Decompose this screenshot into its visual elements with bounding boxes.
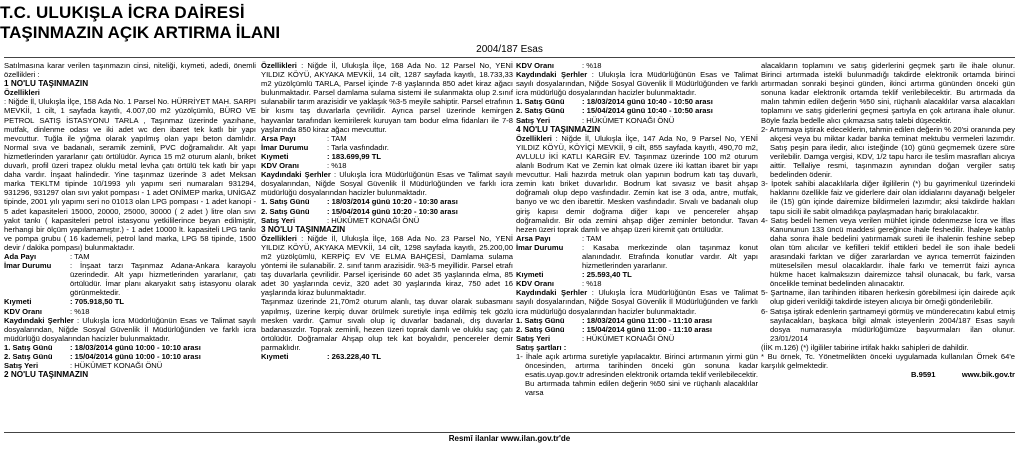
sale-term-6: 6- Satışa iştirak edenlerin şartnameyi görmüş ve münderecatını kabul etmiş sayılacakları, başkaca bilgi almak isteyenlerin 2004/187 Esas sayılı dosya numarasıyla müdürlüğümüze başvurmaları ilan olunur. 23/01/2014 bbox=[761, 306, 1015, 343]
column-4 bbox=[761, 61, 1015, 430]
ref-code: B.9591 bbox=[911, 370, 936, 380]
property-2-features: Özellikleri : Niğde İl, Ulukışla İlçe, 168 Ada No. 12 Parsel No, YENİ YILDIZ KÖYÜ, AKYAKA MEVKİİ, 14 cilt, 1287 sayfada kayıtlı, 18.733,33 m2 yüzölçümlü TARLA, Parsel içinde 7-8 yaşlarında 850 adet kiraz ağacı bulunmaktadır. Parsel damlama sulama sistemi ile sulanmakta olup 2.sınıf sulanabilir tarım arazisidir ve yaklaşık %3-5 meyile sahiptir. Parsel etrafının bir kısmı taş duvarlarla çevrilidir. Ayrıca parsel üzerinde kemirgen hayvanlar tarafından kemirilerek kuruyan tam bodur elma fidanları ile 7-8 yaşlarında 850 kiraz ağacı mevcuttur. bbox=[261, 61, 513, 134]
property-4-sale-1: 1. Satış Günü : 18/03/2014 günü 11:00 - 11:10 arası bbox=[516, 315, 713, 325]
legal-reference: (İİK m.126) (*) ilgililer tabirine irtifak hakkı sahipleri de dahildir. bbox=[761, 342, 969, 352]
property-4-features: Özellikleri : Niğde İl, Ulukışla İlçe, 147 Ada No, 9 Parsel No, YENİ YILDIZ KÖYÜ, KÖYİÇİ MEVKİİ, 9 cilt, 855 sayfada kayıtlı, 490,70 m2, AVLULU İKİ KATLI KARGİR EV. Taşınmaz üzerinde 100 m2 oturum alanlı Bodrum Kat ve Zemin kat olmak üzere iki kattan ibaret bir yapı mevcuttur. Hali hazırda metruk olan yapının bodrum katı taş duvarlı, zemin katı briket duvarlıdır. Bodrum kat sıvasız ve basit ahşap doğramalı olup depo vasfındadır. Zemin kat ise 3 oda, antre, mutfak, banyo ve wc den ibarettir. Mesken vasfındadır. Sıvalı ve badanalı olup giriş kapısı demir doğrama diğer kapı ve pencereler ahşap doğramalıdır. Bir oda zemini ahşap diğer zeminler betondur. Tavan hezen üzeri toprak damlı ve ahşap üzeri kiremit çatı örtülüdür. bbox=[516, 133, 758, 234]
property-3-sale-1: 1. Satış Günü : 18/03/2014 günü 10:40 - 10:50 arası bbox=[516, 97, 713, 107]
property-3-vat: KDV Oranı : %18 bbox=[516, 61, 602, 70]
sale-term-5: 5- Şartname, ilan tarihinden itibaren herkesin görebilmesi için dairede açık olup gideri verildiği takdirde isteyen alıcıya bir örneği gönderilebilir. bbox=[761, 288, 1015, 307]
property-1-vat: KDV Oranı : %18 bbox=[4, 306, 90, 316]
header-divider bbox=[4, 57, 1015, 58]
property-1-annotations: Kaydındaki Şerhler : Ulukışla İcra Müdürlüğünün Esas ve Talimat sayılı dosyalarından, Niğde Sosyal Güvenlik İl Müdürlüğünden ve farklı icra müdürlüğü dosyalarından hacizler bulunmaktadır. bbox=[4, 315, 256, 343]
text-columns bbox=[4, 61, 1015, 430]
property-4-vat: KDV Oranı : %18 bbox=[516, 279, 602, 289]
property-1-place: Satış Yeri : HÜKÜMET KONAĞI ÖNÜ bbox=[4, 361, 163, 371]
property-4-annotations: Kaydındaki Şerhler : Ulukışla İcra Müdürlüğünün Esas ve Talimat sayılı dosyalarından, Niğde Sosyal Güvenlik İl Müdürlüğünden ve farklı icra müdürlüğü dosyalarından hacizler bulunmaktadır. bbox=[516, 288, 758, 316]
sale-term-3: 3- İpotek sahibi alacaklılarla diğer ilgililerin (*) bu gayrimenkul üzerindeki haklarını özellikle faiz ve giderlere dair olan iddialarını dayanağı belgeler ile (15) gün içinde dairemize bildirmeleri lazımdır; aksi takdirde hakları tapu sicili ile sabit olmadıkça paylaşmadan hariç bırakılacaktır. bbox=[761, 179, 1015, 216]
footer-divider bbox=[4, 432, 1015, 433]
footer bbox=[0, 434, 1019, 443]
property-3-title: 3 NO'LU TAŞINMAZIN bbox=[261, 224, 346, 234]
property-3-annotations: Kaydındaki Şerhler : Ulukışla İcra Müdürlüğünün Esas ve Talimat sayılı dosyalarından, Niğde Sosyal Güvenlik İl Müdürlüğünden ve farklı icra müdürlüğü dosyalarından hacizler bulunmaktadır. bbox=[516, 70, 758, 98]
sale-terms-title: Satış şartları : bbox=[516, 342, 567, 352]
announcement-title: TAŞINMAZIN AÇIK ARTIRMA İLANI bbox=[0, 23, 281, 42]
sale-term-4: 4- Satış bedeli hemen veya verilen mühlet içinde ödenmezse İcra ve İflas Kanununun 133 üncü maddesi gereğince ihale feshedilir. İhaleye katılıp daha sonra ihale bedelini yatırmamak sureti ile ihalenin feshine sebep olan tüm alıcılar ve kefilleri teklif ettikleri bedel ile son ihale bedeli arasındaki farktan ve diğer zararlardan ve ayrıca temerrüt faizinden müteselsilen mesul olacaklardır. İhale farkı ve temerrüt faizi ayrıca hükme hacet kalmaksızın dairemizce tahsil olunacak, bu fark, varsa öncelikle teminat bedelinden alınacaktır. bbox=[761, 215, 1015, 289]
property-3-value: Kıymeti : 263.228,40 TL bbox=[261, 352, 382, 361]
property-4-value: Kıymeti : 25.593,40 TL bbox=[516, 270, 632, 280]
property-1-features: Özellikleri : Niğde İl, Ulukışla İlçe, 158 Ada No. 1 Parsel No. HÜRRİYET MAH. SARPI MEVKİİ, 1 cilt, 1 sayfada kayıtlı, 4.007,00 m2 yüzölçümlü, BÜRO VE PETROL SATIŞ İSTASYONU TARLA , Taşınmaz üzerinde yazıhane, mutfak, dinlenme odası ve iki adet wc den ibaret tek katlı bir yapı mevcuttur. Tuğla ile yığma olarak yapılmış olan yapı beton damlıdır. Normal sıva ve badanalı, seramik zeminli, PVC doğramalıdır. Alt yapı hizmetlerinden yararlanır çatı örtülüdür. Ayrıca 15 m2 oturum alanlı, briket duvarlı, profil üzeri trapez oluklu metal levha çatı örtülü tek katlı bir yapı daha vardır. İnşaat halindedir. Yine taşınmaz üzerinde 3 adet Meksan marka TEKLTM tipinde 10/1993 yılı yapımı seri numaraları 931294, 931296, 931297 olan sıvı yakıt pompası - 1 adet ONİMEP marka, UNİGAZ tipinde, 2001 yılı yapımı seri no 01013 olan LPG pompası - 1 adet kanopi - 5 adet kapasiteleri 15000, 20000, 25000, 30000 ( 2 adet ) litre olan sıvı yakıt tankı ( kapasiteleri petrol istasyonu yetkililerince beyan edilmiştir, herhangi bir ölçüm yapılamamıştır.) - 1 adet 10000 lt. kapasiteli LPG tankı ve pompa grubu ( 16 kademeli, petrol land marka, LPG 58 tipinde, 1500 devir / dakika pompası) bulunmaktadır. bbox=[4, 88, 256, 252]
property-2-annotations: Kaydındaki Şerhler : Ulukışla İcra Müdürlüğünün Esas ve Talimat sayılı dosyalarından, Niğde Sosyal Güvenlik İl Müdürlüğünden ve farklı icra müdürlüğü dosyalarından hacizler bulunmaktadır. bbox=[261, 170, 513, 198]
property-2-title: 2 NO'LU TAŞINMAZIN bbox=[4, 370, 89, 380]
sale-term-1-cont: alacakların toplamını ve satış giderlerini geçmek şartı ile ihale olunur. Birinci artırmada istekli bulunmadığı takdirde elektronik ortamda birinci artırmadan sonraki beşinci günden, ikinci artırma gününden önceki gün sonuna kadar elektronik ortamda teklif verilebilecektir. Bu artırmada da malın tahmin edilen değerin %50 sini, rüçhanlı alacaklılar varsa alacakları toplamını ve satış giderlerini geçmesi şartıyla en çok artırana ihale olunur. Böyle fazla bedelle alıcı çıkmazsa satış talebi düşecektir. bbox=[761, 61, 1015, 125]
property-2-sale-2: 2. Satış Günü : 15/04/2014 günü 10:20 - 10:30 arası bbox=[261, 206, 458, 216]
form-note: * Bu örnek, Tc. Yönetmelikten önceki uygulamada kullanılan Örnek 64'e karşılık gelmektedir. bbox=[761, 352, 1015, 371]
property-2-place: Satış Yeri : HÜKÜMET KONAĞI ÖNÜ bbox=[261, 215, 420, 225]
property-4-title: 4 NO'LU TAŞINMAZIN bbox=[516, 124, 601, 134]
footer-label: Resmî ilanlar bbox=[448, 434, 499, 443]
column-2 bbox=[261, 61, 513, 430]
property-3-place: Satış Yeri : HÜKÜMET KONAĞI ÖNÜ bbox=[516, 115, 675, 125]
property-2-value: Kıymeti : 183.699,99 TL bbox=[261, 151, 382, 161]
sale-term-1: 1- İhale açık artırma suretiyle yapılacaktır. Birinci artırmanın yirmi gün öncesinden, artırma tarihinden önceki gün sonuna kadar esatis.uyap.gov.tr adresinden elektronik ortamda teklif verilebilecektir. Bu artırmada tahmin edilen değerin %50 sini ve rüçhanlı alacaklılar varsa bbox=[516, 352, 758, 398]
property-2-sale-1: 1. Satış Günü : 18/03/2014 günü 10:20 - 10:30 arası bbox=[261, 197, 458, 207]
office-title: T.C. ULUKIŞLA İCRA DAİRESİ bbox=[0, 3, 245, 22]
property-4-zoning: İmar Durumu : Kasaba merkezinde olan taşınmaz konut alanındadır. Etrafında konutlar vardır. Alt yapı hizmetlerinden yararlanır. bbox=[516, 242, 758, 271]
property-1-zoning: İmar Durumu : İnşaat tarzı Taşınmaz Adana-Ankara karayolu üzerindedir. Alt yapı hizmetlerinden yararlanır, çatı örtülüdür. İmar planı akaryakıt satış istasyonu olarak görünmektedir. bbox=[4, 261, 256, 298]
footer-link[interactable]: www.ilan.gov.tr'de bbox=[500, 434, 571, 443]
property-3-features: Özellikleri : Niğde İl, Ulukışla İlçe, 168 Ada No. 23 Parsel No, YENİ YILDIZ KÖYÜ, AKYAKA MEVKİİ, 14 cilt, 1298 sayfada kayıtlı, 25.200,00 m2 yüzölçümlü, KERPİÇ EV VE ELMA BAHÇESİ, Damlama sulama yöntemi ile sulanabilir. 2. sınıf tarım arazisidir. %3-5 meyillidir. Parsel etrafı taş duvarlarla çevrilidir. Parsel içerisinde 60 adet 35 yaşlarında elma, 85 adet 30 yaşlarında ceviz, 320 adet 30 yaşlarında kiraz, 750 adet 16 yaşlarında kiraz bulunmaktadır. bbox=[261, 233, 513, 298]
property-2-share: Arsa Payı : TAM bbox=[261, 133, 347, 143]
property-2-zoning: İmar Durumu : Tarla vasfındadır. bbox=[261, 142, 389, 152]
property-3-features-cont: Taşınmaz üzerinde 21,70m2 oturum alanlı, taş duvar olarak subasmanı yapılmış, üzerine kerpiç duvar örülmek suretiyle inşa edilmiş tek gözlü mesken vardır. Çamur sıvalı olup iç duvarlar badanalı, dış duvarlar badanasızdır. Toprak zeminli, hezen üzeri toprak damlı ve oluklu saç çatı örtülüdür. Doğramalar Ahşap olup tek kat boyalıdır, pencereler demir parmaklıdır. bbox=[261, 297, 513, 352]
reference-line bbox=[761, 370, 1015, 380]
property-2-vat: KDV Oranı : %18 bbox=[261, 161, 347, 171]
column-3 bbox=[516, 61, 758, 430]
column-1 bbox=[4, 61, 256, 430]
property-1-title: 1 NO'LU TAŞINMAZIN bbox=[4, 79, 89, 89]
property-1-share: Ada Payı : TAM bbox=[4, 251, 90, 261]
property-3-sale-2: 2. Satış Günü : 15/04/2014 günü 10:40 - 10:50 arası bbox=[516, 106, 713, 116]
property-1-sale-1: 1. Satış Günü : 18/03/2014 günü 10:00 - 10:10 arası bbox=[4, 342, 201, 352]
property-1-value: Kıymeti : 705.918,50 TL bbox=[4, 297, 125, 307]
intro-text: Satılmasına karar verilen taşınmazın cinsi, niteliği, kıymeti, adedi, önemli özellikleri : bbox=[4, 61, 256, 80]
property-4-place: Satış Yeri : HÜKÜMET KONAĞI ÖNÜ bbox=[516, 333, 675, 343]
property-1-sale-2: 2. Satış Günü : 15/04/2014 günü 10:00 - 10:10 arası bbox=[4, 352, 201, 361]
bik-link[interactable]: www.bik.gov.tr bbox=[961, 370, 1015, 380]
property-4-sale-2: 2. Satış Günü : 15/04/2014 günü 11:00 - 11:10 arası bbox=[516, 324, 713, 334]
property-4-share: Arsa Payı : TAM bbox=[516, 233, 602, 243]
case-number: 2004/187 Esas bbox=[476, 44, 543, 55]
sale-term-2: 2- Artırmaya iştirak edeceklerin, tahmin edilen değerin % 20'si oranında pey akçesi veya bu miktar kadar banka teminat mektubu vermeleri lazımdır. Satış peşin para iledir, alıcı isteğinde (10) günü geçmemek üzere süre verilebilir. Damga vergisi, KDV, 1/2 tapu harcı ile teslim masrafları alıcıya aittir. Tellaliye resmi, taşınmazın aynından doğan vergiler satış bedelinden ödenir. bbox=[761, 124, 1015, 180]
